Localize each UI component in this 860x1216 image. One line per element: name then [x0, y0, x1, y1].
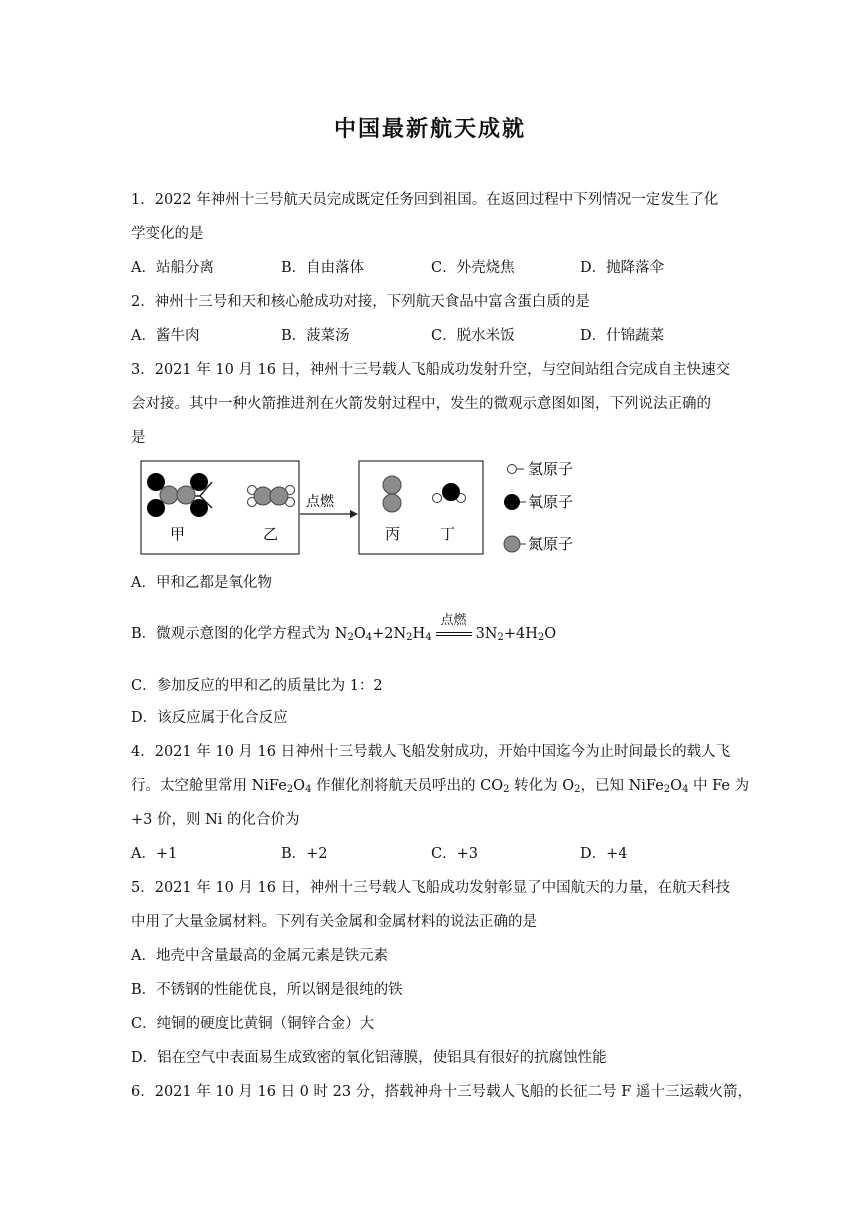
nitrogen-atom [270, 487, 288, 505]
q3-stem-line1: 3．2021 年 10 月 16 日，神州十三号载人飞船成功发射升空，与空间站组合完成自主快速交 [131, 362, 731, 378]
q2-option-c: C．脱水米饭 [431, 328, 515, 344]
q3-option-b-text: B．微观示意图的化学方程式为 [131, 626, 335, 642]
nitrogen-atom [254, 487, 272, 505]
q3-option-a: A．甲和乙都是氧化物 [131, 575, 272, 591]
reaction-diagram [140, 460, 600, 560]
q3-option-d: D．该反应属于化合反应 [131, 710, 288, 726]
q2-option-b: B．菠菜汤 [281, 328, 350, 344]
arrow-condition-label: 点燃 [306, 494, 334, 510]
molecule-n2 [383, 476, 401, 512]
q2-stem: 2．神州十三号和天和核心舱成功对接，下列航天食品中富含蛋白质的是 [131, 294, 590, 310]
q4-option-a: A．+1 [131, 846, 178, 862]
nitrogen-atom [177, 486, 195, 504]
q3-stem-line3: 是 [131, 430, 146, 446]
molecule-h2o [433, 483, 466, 503]
q1-stem-line2: 学变化的是 [131, 226, 204, 242]
q6-stem-line1: 6．2021 年 10 月 16 日 0 时 23 分，搭载神舟十三号载人飞船的长征二号 F 遥十三运载火箭， [131, 1084, 752, 1100]
q3-option-b [131, 613, 731, 644]
q4-option-b: B．+2 [281, 846, 328, 862]
q4-option-c: C．+3 [431, 846, 478, 862]
label-bing: 丙 [385, 525, 401, 543]
q1-option-b: B．自由落体 [281, 260, 365, 276]
q2-option-d: D．什锦蔬菜 [580, 328, 665, 344]
nitrogen-atom [160, 486, 178, 504]
q4-stem-line2: 行。太空舱里常用 $NiFe_2O_4$ 作催化剂将航天员呼出的 $CO_2$ 转化为 $O_2$，已知 $NiFe_2O_4$ 中 Fe 为 [131, 778, 750, 795]
legend-hydrogen-label: 氢原子 [528, 460, 574, 478]
q4-stem-line3: +3 价，则 Ni 的化合价为 [131, 812, 300, 828]
page-title: 中国最新航天成就 [333, 116, 526, 142]
arrow-head-icon [350, 510, 358, 518]
q1-stem-line1: 1．2022 年神州十三号航天员完成既定任务回到祖国。在返回过程中下列情况一定发生了化 [131, 192, 719, 208]
nitrogen-atom [383, 494, 401, 512]
q5-stem-line2: 中用了大量金属材料。下列有关金属和金属材料的说法正确的是 [131, 914, 537, 930]
label-yi: 乙 [263, 525, 279, 543]
q1-option-c: C．外壳烧焦 [431, 260, 515, 276]
molecule-n2h4 [248, 486, 295, 507]
label-ding: 丁 [440, 525, 456, 543]
q5-option-d: D．铝在空气中表面易生成致密的氧化铝薄膜，使铝具有很好的抗腐蚀性能 [131, 1050, 607, 1066]
q2-option-a: A．酱牛肉 [131, 328, 200, 344]
reaction-condition-label: 点燃 [440, 613, 467, 628]
products-box [359, 461, 483, 554]
molecule-n2o4 [147, 473, 212, 517]
q4-stem-line1: 4．2021 年 10 月 16 日神州十三号载人飞船发射成功，开始中国迄今为止时间最长的载人飞 [131, 744, 731, 760]
q3-option-b-equation-lhs: $N_2O_4+2N_2H_4$ [334, 626, 432, 643]
oxygen-atom [442, 483, 460, 501]
legend-hydrogen-icon [508, 465, 517, 474]
reaction-condition [434, 613, 474, 641]
q1-option-d: D．抛降落伞 [580, 260, 665, 276]
q4-option-d: D．+4 [580, 846, 628, 862]
legend-oxygen-label: 氧原子 [528, 493, 574, 511]
q5-option-c: C．纯铜的硬度比黄铜（铜锌合金）大 [131, 1016, 375, 1032]
hydrogen-atom [433, 494, 442, 503]
legend [504, 460, 573, 553]
label-jia: 甲 [170, 525, 186, 543]
legend-nitrogen-label: 氮原子 [528, 535, 574, 553]
legend-oxygen-icon [504, 494, 520, 510]
q1-option-a: A．站船分离 [131, 260, 214, 276]
q5-stem-line1: 5．2021 年 10 月 16 日，神州十三号载人飞船成功发射彰显了中国航天的力量，在航天科技 [131, 880, 731, 896]
q3-option-b-equation-rhs: $3N_2+4H_2O$ [475, 626, 557, 643]
q5-option-b: B．不锈钢的性能优良，所以钢是很纯的铁 [131, 982, 403, 998]
q3-option-c: C．参加反应的甲和乙的质量比为 1：2 [131, 678, 383, 694]
q3-stem-line2: 会对接。其中一种火箭推进剂在火箭发射过程中，发生的微观示意图如图，下列说法正确的 [131, 396, 711, 412]
q5-option-a: A．地壳中含量最高的金属元素是铁元素 [131, 948, 388, 964]
legend-nitrogen-icon [504, 536, 520, 552]
nitrogen-atom [383, 476, 401, 494]
